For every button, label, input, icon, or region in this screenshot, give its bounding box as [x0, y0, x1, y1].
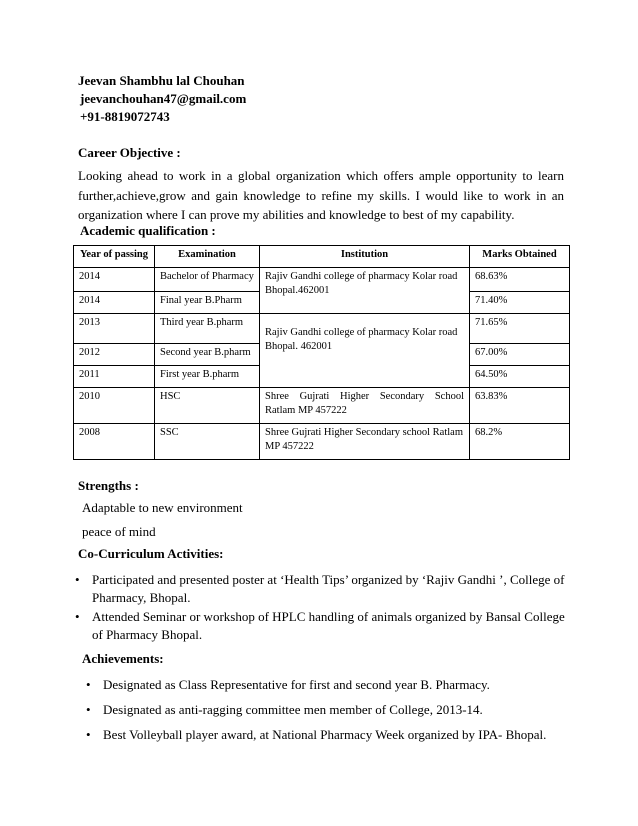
bullet-icon: •	[86, 702, 91, 717]
list-item	[86, 676, 556, 696]
achievements-heading: Achievements:	[82, 651, 164, 666]
bullet-icon: •	[86, 727, 91, 742]
institution-cell: Rajiv Gandhi college of pharmacy Kolar road Bhopal.462001	[260, 268, 470, 314]
table-row	[74, 424, 570, 460]
exam-cell: Second year B.pharm	[155, 344, 260, 366]
marks-cell: 63.83%	[470, 388, 570, 424]
co-curriculum-heading: Co-Curriculum Activities:	[78, 546, 224, 561]
marks-cell: 71.40%	[470, 292, 570, 314]
strengths-heading: Strengths :	[78, 478, 139, 493]
achievement-text: Designated as Class Representative for first and second year B. Pharmacy.	[103, 677, 490, 692]
year-cell: 2010	[74, 388, 155, 424]
exam-cell: Final year B.Pharm	[155, 292, 260, 314]
bullet-icon: •	[75, 609, 80, 624]
column-header: Institution	[260, 246, 470, 268]
year-cell: 2013	[74, 314, 155, 344]
table-row	[74, 388, 570, 424]
year-cell: 2008	[74, 424, 155, 460]
academic-table	[73, 245, 570, 460]
table-header-row	[74, 246, 570, 268]
contact-header	[78, 73, 378, 127]
institution-cell: Shree Gujrati Higher Secondary School Ratlam MP 457222	[260, 388, 470, 424]
achievement-text: Designated as anti-ragging committee men member of College, 2013-14.	[103, 702, 483, 717]
year-cell: 2014	[74, 292, 155, 314]
exam-cell: Third year B.pharm	[155, 314, 260, 344]
candidate-name: Jeevan Shambhu lal Chouhan	[78, 73, 245, 88]
column-header: Marks Obtained	[470, 246, 570, 268]
academic-qualification-heading: Academic qualification :	[80, 223, 216, 238]
institution-text: Rajiv Gandhi college of pharmacy Kolar road Bhopal. 462001	[265, 327, 458, 352]
exam-cell: SSC	[155, 424, 260, 460]
column-header: Examination	[155, 246, 260, 268]
marks-cell: 68.63%	[470, 268, 570, 292]
institution-cell	[260, 314, 470, 388]
activity-text: Participated and presented poster at ‘Health Tips’ organized by ‘Rajiv Gandhi ’, College of Pharmacy, Bhopal.	[92, 572, 565, 605]
list-item	[75, 571, 565, 607]
year-cell: 2012	[74, 344, 155, 366]
strength-item: peace of mind	[82, 524, 156, 539]
year-cell: 2011	[74, 366, 155, 388]
list-item	[86, 726, 556, 746]
bullet-icon: •	[86, 677, 91, 692]
table-row	[74, 314, 570, 344]
candidate-email: jeevanchouhan47@gmail.com	[80, 91, 247, 106]
career-objective-heading: Career Objective :	[78, 145, 181, 160]
column-header: Year of passing	[74, 246, 155, 268]
marks-cell: 67.00%	[470, 344, 570, 366]
year-cell: 2014	[74, 268, 155, 292]
institution-cell: Shree Gujrati Higher Secondary school Ratlam MP 457222	[260, 424, 470, 460]
achievement-text: Best Volleyball player award, at National Pharmacy Week organized by IPA- Bhopal.	[103, 727, 547, 742]
strength-item: Adaptable to new environment	[82, 500, 243, 515]
activity-text: Attended Seminar or workshop of HPLC handling of animals organized by Bansal College of Pharmacy Bhopal.	[92, 609, 565, 642]
marks-cell: 64.50%	[470, 366, 570, 388]
exam-cell: First year B.pharm	[155, 366, 260, 388]
table-row	[74, 268, 570, 292]
career-objective-text: Looking ahead to work in a global organization which offers ample opportunity to learn further,achieve,grow and gain knowledge to refine my skills. I would like to work in an organization where I can prove my abilities and knowledge to best of my capability.	[78, 168, 564, 222]
exam-cell: HSC	[155, 388, 260, 424]
list-item	[86, 701, 556, 721]
candidate-phone: +91-8819072743	[80, 109, 170, 124]
marks-cell: 71.65%	[470, 314, 570, 344]
bullet-icon: •	[75, 572, 80, 587]
exam-cell: Bachelor of Pharmacy	[155, 268, 260, 292]
list-item	[75, 608, 565, 644]
marks-cell: 68.2%	[470, 424, 570, 460]
